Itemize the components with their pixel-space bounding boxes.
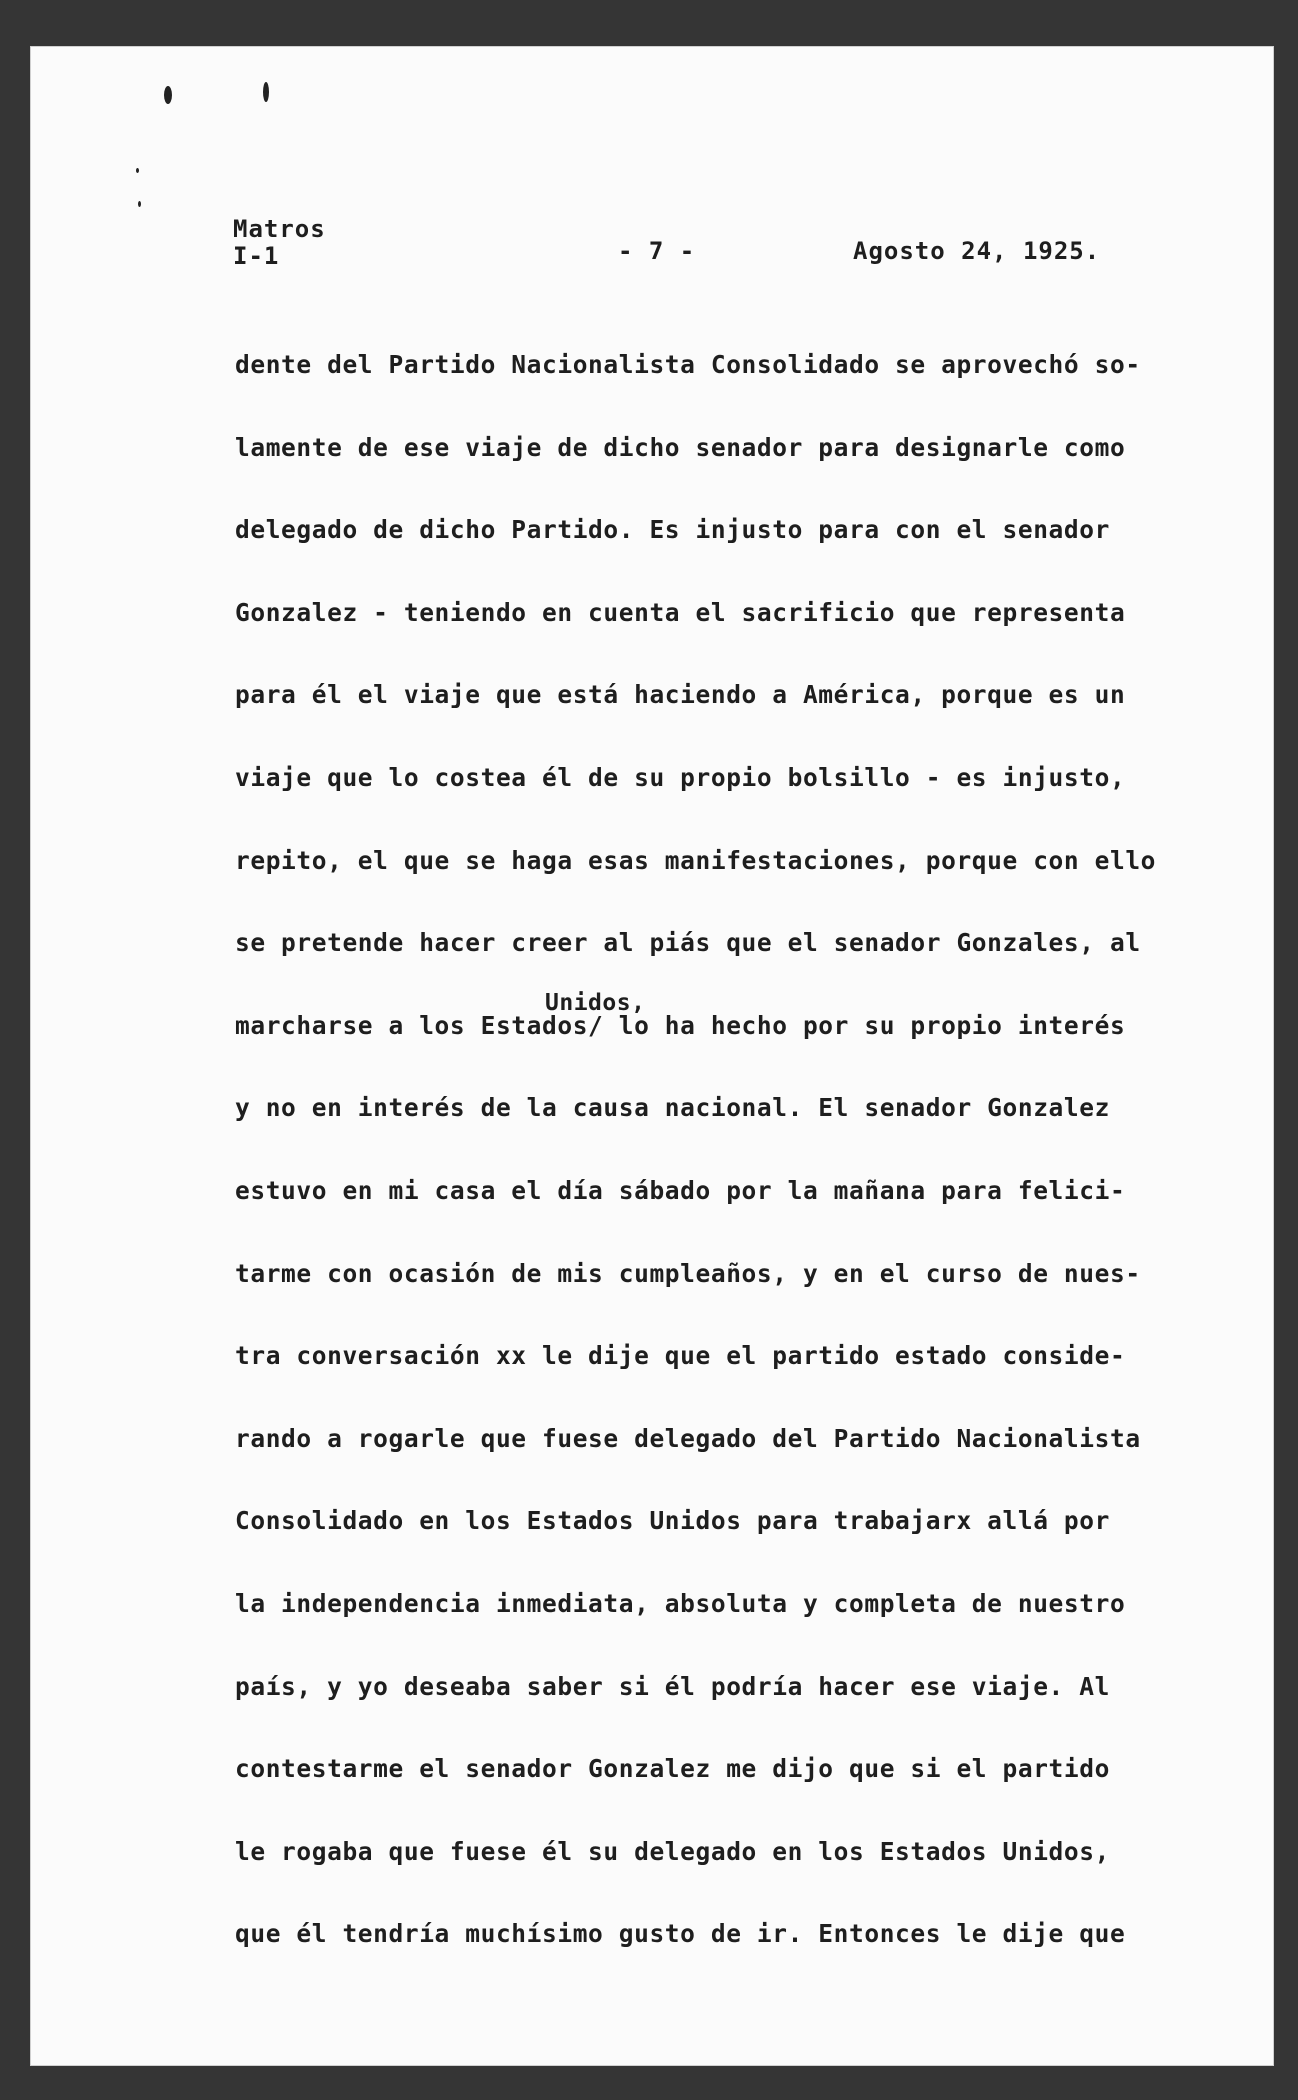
text-line: marcharse a los Estados/ lo ha hecho por su propio interés bbox=[235, 1010, 1126, 1040]
text-line: rando a rogarle que fuese delegado del Partido Nacionalista bbox=[235, 1423, 1141, 1453]
header-ref: I-1 bbox=[233, 242, 280, 270]
text-line: Consolidado en los Estados Unidos para trabajarx allá por bbox=[235, 1506, 1110, 1536]
text-line: la independencia inmediata, absoluta y completa de nuestro bbox=[235, 1588, 1126, 1618]
text-line: dente del Partido Nacionalista Consolidado se aprovechó so- bbox=[235, 350, 1141, 379]
ink-speck bbox=[136, 168, 139, 173]
text-line: para él el viaje que está haciendo a América, porque es un bbox=[235, 680, 1126, 710]
text-line: le rogaba que fuese él su delegado en los Estados Unidos, bbox=[235, 1836, 1110, 1866]
text-line: país, y yo deseaba saber si él podría hacer ese viaje. Al bbox=[235, 1671, 1110, 1701]
handwritten-insertion: Unidos, bbox=[545, 990, 646, 1016]
text-line: y no en interés de la causa nacional. El senador Gonzalez bbox=[235, 1093, 1110, 1123]
text-line: repito, el que se haga esas manifestaciones, porque con ello bbox=[235, 845, 1157, 875]
text-line: se pretende hacer creer al piás que el senador Gonzales, al bbox=[235, 928, 1141, 958]
page-number: - 7 - bbox=[618, 237, 696, 265]
text-line: estuvo en mi casa el día sábado por la mañana para felici- bbox=[235, 1175, 1126, 1205]
text-line: que él tendría muchísimo gusto de ir. Entonces le dije que bbox=[235, 1919, 1126, 1949]
text-line: delegado de dicho Partido. Es injusto para con el senador bbox=[235, 515, 1110, 545]
ink-speck bbox=[164, 86, 172, 104]
header-date: Agosto 24, 1925. bbox=[853, 237, 1101, 265]
ink-speck bbox=[263, 82, 269, 102]
header-reference-block bbox=[233, 216, 326, 270]
text-line: Gonzalez - teniendo en cuenta el sacrificio que representa bbox=[235, 597, 1126, 627]
text-line: tarme con ocasión de mis cumpleaños, y en el curso de nues- bbox=[235, 1258, 1141, 1288]
ink-speck bbox=[138, 201, 141, 207]
text-line: tra conversación xx le dije que el partido estado conside- bbox=[235, 1341, 1126, 1371]
text-line: lamente de ese viaje de dicho senador para designarle como bbox=[235, 432, 1126, 462]
page-header bbox=[233, 216, 1113, 276]
header-author: Matros bbox=[233, 215, 326, 243]
text-line: viaje que lo costea él de su propio bolsillo - es injusto, bbox=[235, 762, 1126, 792]
typed-body-text bbox=[235, 346, 1175, 1998]
text-line: contestarme el senador Gonzalez me dijo que si el partido bbox=[235, 1754, 1110, 1784]
